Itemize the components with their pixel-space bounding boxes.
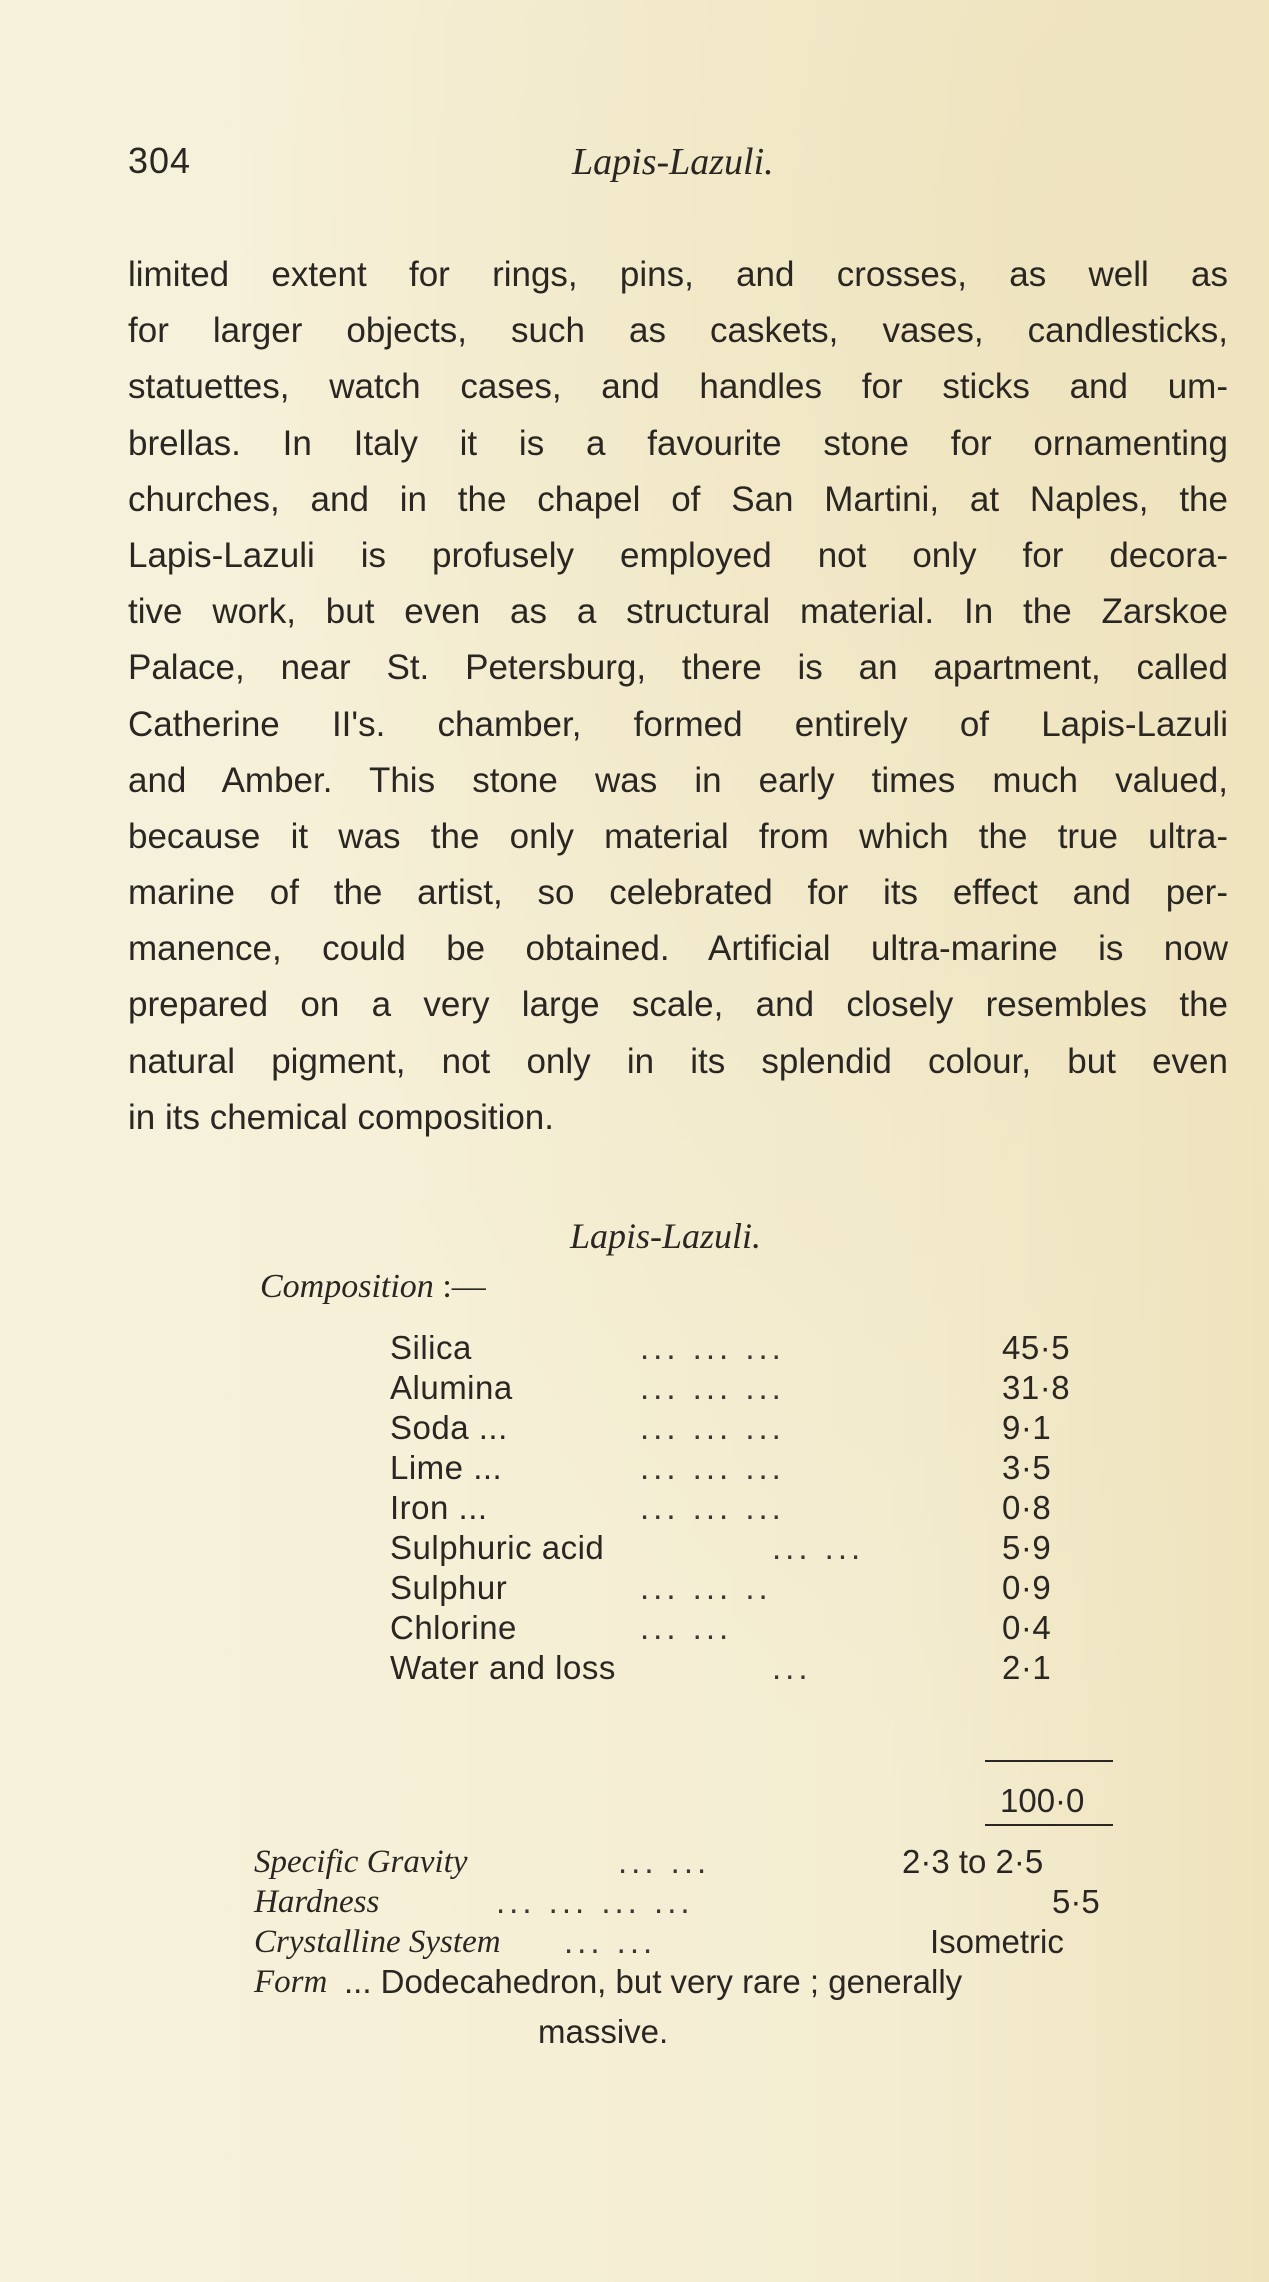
property-value: ... Dodecahedron, but very rare ; generally: [344, 1963, 963, 2000]
composition-heading: [260, 1268, 486, 1306]
property-value: Isometric: [930, 1923, 1064, 1960]
text-line: churches, and in the chapel of San Martini, at Naples, the: [128, 479, 1228, 519]
component-value: 0·9: [1002, 1569, 1052, 1606]
table-row: [390, 1648, 1110, 1688]
leader-dots: ...: [772, 1649, 812, 1686]
leader-dots: ... ... ...: [640, 1329, 785, 1366]
composition-total: 100·0: [1000, 1782, 1085, 1819]
component-name: Lime ...: [390, 1449, 503, 1486]
page-number: 304: [128, 140, 192, 181]
component-value: 0·4: [1002, 1609, 1052, 1646]
text-line: limited extent for rings, pins, and crosses, as well as: [128, 255, 1228, 294]
text-line: natural pigment, not only in its splendid colour, but even: [128, 1041, 1228, 1081]
table-row: [390, 1368, 1110, 1408]
text-line: statuettes, watch cases, and handles for sticks and um-: [128, 367, 1228, 407]
leader-dots: ... ...: [564, 1923, 657, 1960]
leader-dots: ... ...: [618, 1843, 711, 1880]
property-label: Hardness: [254, 1884, 380, 1920]
component-value: 31·8: [1002, 1369, 1071, 1406]
table-row: [390, 1328, 1110, 1368]
property-value: 2·3 to 2·5: [902, 1843, 1044, 1880]
component-name: Alumina: [390, 1369, 513, 1406]
text-line: Palace, near St. Petersburg, there is an apartment, called: [128, 648, 1228, 688]
property-label: Form: [254, 1964, 328, 2000]
running-title: Lapis-Lazuli.: [572, 141, 774, 183]
body-paragraph: [128, 247, 1228, 1146]
component-name: Iron ...: [390, 1489, 488, 1526]
leader-dots: ... ...: [772, 1529, 865, 1566]
table-title: Lapis-Lazuli.: [570, 1216, 762, 1256]
property-row: [254, 1882, 1234, 1922]
component-value: 5·9: [1002, 1529, 1052, 1566]
text-line: because it was the only material from which the true ultra-: [128, 816, 1228, 856]
component-name: Soda ...: [390, 1409, 508, 1446]
property-row: [254, 1842, 1234, 1882]
composition-suffix: :—: [433, 1268, 486, 1305]
text-line: and Amber. This stone was in early times much valued,: [128, 760, 1228, 800]
composition-table: [390, 1328, 1110, 1688]
text-line: brellas. In Italy it is a favourite stone for ornamenting: [128, 423, 1228, 463]
mineral-properties: [254, 1842, 1234, 2002]
leader-dots: ... ... ..: [640, 1569, 772, 1606]
text-line: manence, could be obtained. Artificial ultra-marine is now: [128, 929, 1228, 969]
component-value: 0·8: [1002, 1489, 1052, 1526]
leader-dots: ... ... ...: [640, 1369, 785, 1406]
component-value: 45·5: [1002, 1329, 1071, 1366]
table-row: [390, 1448, 1110, 1488]
text-line: tive work, but even as a structural material. In the Zarskoe: [128, 592, 1228, 632]
table-row: [390, 1408, 1110, 1448]
leader-dots: ... ... ...: [640, 1409, 785, 1446]
total-rule: [985, 1824, 1113, 1826]
property-label: Specific Gravity: [254, 1844, 468, 1880]
leader-dots: ... ...: [640, 1609, 733, 1646]
leader-dots: ... ... ...: [640, 1449, 785, 1486]
component-name: Water and loss: [390, 1649, 616, 1686]
component-value: 9·1: [1002, 1409, 1052, 1446]
sum-rule: [985, 1760, 1113, 1762]
component-name: Sulphur: [390, 1569, 508, 1606]
property-row: [254, 1962, 1234, 2002]
leader-dots: ... ... ... ...: [496, 1883, 694, 1920]
property-value: 5·5: [1052, 1883, 1100, 1920]
leader-dots: ... ... ...: [640, 1489, 785, 1526]
running-head: [128, 140, 1228, 190]
component-value: 3·5: [1002, 1449, 1052, 1486]
table-row: [390, 1608, 1110, 1648]
text-line: in its chemical composition.: [128, 1097, 554, 1137]
table-row: [390, 1488, 1110, 1528]
component-value: 2·1: [1002, 1649, 1052, 1686]
table-row: [390, 1528, 1110, 1568]
composition-label: Composition: [260, 1268, 434, 1305]
text-line: prepared on a very large scale, and closely resembles the: [128, 985, 1228, 1025]
text-line: for larger objects, such as caskets, vases, candlesticks,: [128, 311, 1228, 351]
text-line: marine of the artist, so celebrated for its effect and per-: [128, 873, 1228, 913]
property-row: [254, 1922, 1234, 1962]
form-continuation: massive.: [538, 2013, 669, 2050]
text-line: Lapis-Lazuli is profusely employed not only for decora-: [128, 535, 1228, 575]
component-name: Silica: [390, 1329, 472, 1366]
table-row: [390, 1568, 1110, 1608]
text-line: Catherine II's. chamber, formed entirely of Lapis-Lazuli: [128, 704, 1228, 744]
component-name: Sulphuric acid: [390, 1529, 605, 1566]
component-name: Chlorine: [390, 1609, 517, 1646]
property-label: Crystalline System: [254, 1924, 501, 1960]
